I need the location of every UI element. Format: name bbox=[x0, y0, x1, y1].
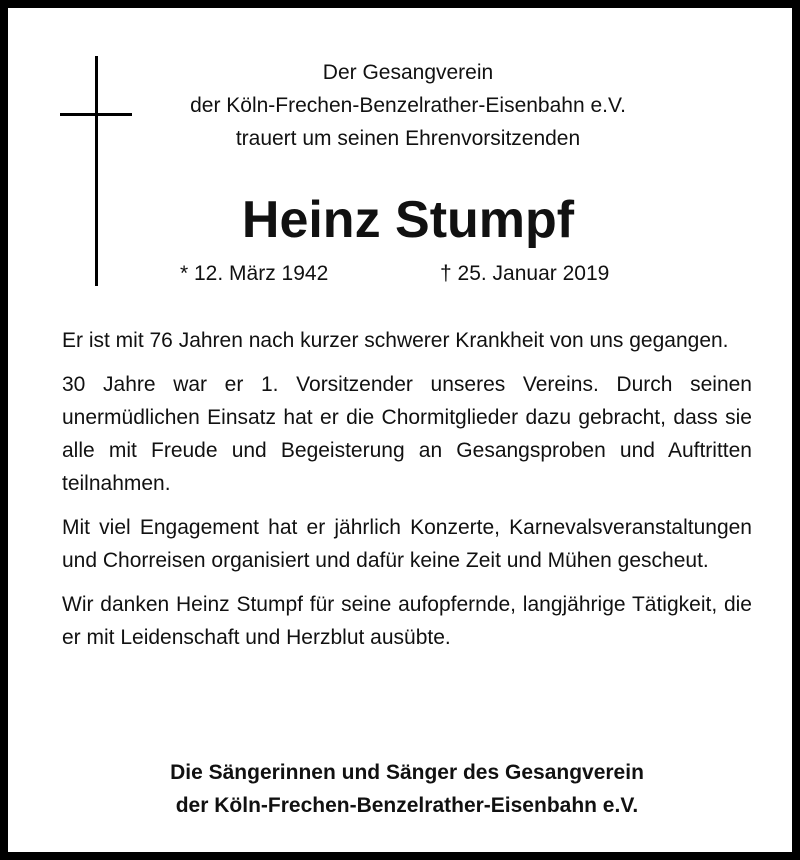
footer-line-2: der Köln-Frechen-Benzelrather-Eisenbahn e.V. bbox=[175, 794, 639, 817]
header-line-1: Der Gesangverein bbox=[322, 61, 494, 84]
birth-date: * 12. März 1942 bbox=[180, 262, 329, 285]
header-line-2: der Köln-Frechen-Benzelrather-Eisenbahn e.V. bbox=[190, 94, 626, 117]
deceased-name: Heinz Stumpf bbox=[241, 191, 575, 249]
death-date: † 25. Januar 2019 bbox=[440, 262, 610, 285]
cross-vertical-bar bbox=[95, 56, 98, 286]
header-line-3: trauert um seinen Ehrenvorsitzenden bbox=[235, 127, 581, 150]
header-text bbox=[108, 56, 708, 155]
footer-line-1: Die Sängerinnen und Sänger des Gesangverein bbox=[170, 761, 644, 784]
paragraph-1: Er ist mit 76 Jahren nach kurzer schwerer Krankheit von uns gegangen. bbox=[62, 329, 729, 352]
obituary-body bbox=[62, 324, 752, 665]
paragraph-3: Mit viel Engagement hat er jährlich Konzerte, Karnevalsveranstaltungen und Chorreisen organisiert und dafür keine Zeit und Mühen gescheut. bbox=[62, 516, 752, 572]
paragraph-4: Wir danken Heinz Stumpf für seine aufopfernde, langjährige Tätigkeit, die er mit Leidenschaft und Herzblut ausübte. bbox=[62, 593, 752, 649]
signature-block bbox=[62, 756, 752, 822]
paragraph-2: 30 Jahre war er 1. Vorsitzender unseres Vereins. Durch seinen unermüdlichen Einsatz hat er die Chormitglieder dazu gebracht, dass sie alle mit Freude und Begeisterung an Gesangsproben und Auftritten teilnahmen. bbox=[62, 373, 752, 495]
